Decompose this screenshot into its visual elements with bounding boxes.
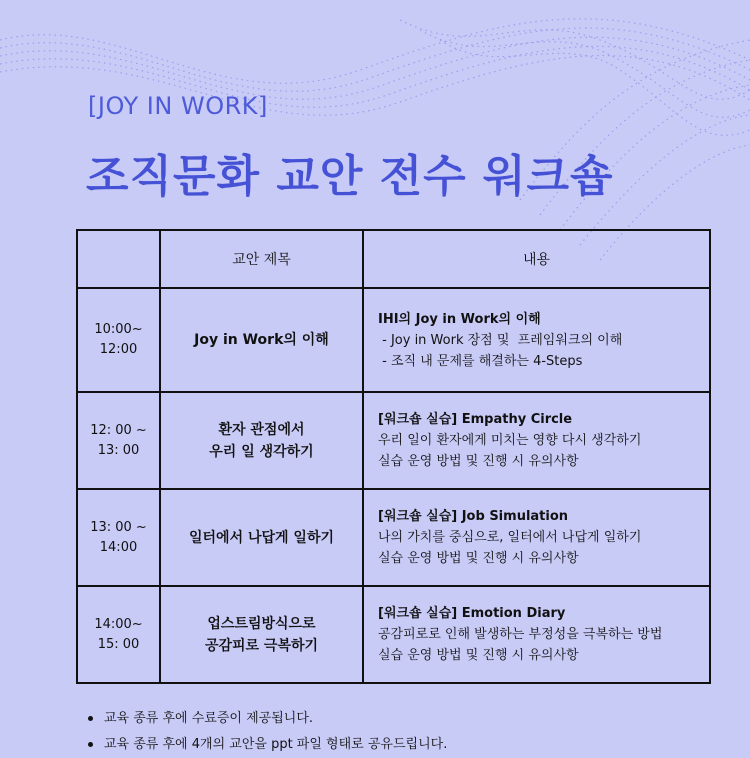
- time-end: 13: 00: [97, 442, 140, 458]
- topic-line: 일터에서 나답게 일하기: [189, 529, 334, 546]
- content-line: 공감피로로 인해 발생하는 부정성을 극복하는 방법: [378, 627, 663, 642]
- content-line: 실습 운영 방법 및 진행 시 유의사항: [378, 551, 579, 566]
- time-start: 14:00~: [94, 616, 143, 632]
- topic-line: 공감피로 극복하기: [204, 637, 319, 654]
- content-line: 나의 가치를 중심으로, 일터에서 나답게 일하기: [378, 530, 642, 545]
- content-cell: [363, 288, 710, 392]
- time-start: 12: 00 ~: [90, 422, 147, 438]
- content-line: - Joy in Work 장점 및 프레임워크의 이해: [378, 332, 623, 348]
- content-cell: [363, 489, 710, 586]
- content-heading: IHI의 Joy in Work의 이해: [378, 311, 541, 327]
- topic-cell: [160, 392, 363, 489]
- content-cell: [363, 586, 710, 683]
- time-cell: [77, 586, 160, 683]
- schedule-table: [76, 229, 711, 684]
- time-start: 13: 00 ~: [90, 519, 147, 535]
- time-end: 12:00: [99, 342, 138, 357]
- content-line: - 조직 내 문제를 해결하는 4-Steps: [378, 353, 583, 369]
- column-header-topic: 교안 제목: [160, 230, 363, 288]
- content-heading: [워크숍 실습] Job Simulation: [378, 509, 569, 524]
- column-header-time: [77, 230, 160, 288]
- column-header-content: 내용: [363, 230, 710, 288]
- table-row: [77, 288, 710, 392]
- topic-cell: [160, 288, 363, 392]
- topic-cell: [160, 586, 363, 683]
- topic-line: 환자 관점에서: [218, 421, 305, 438]
- table-row: [77, 392, 710, 489]
- topic-line: 업스트림방식으로: [207, 615, 316, 632]
- content-heading: [워크숍 실습] Empathy Circle: [378, 412, 573, 427]
- content-line: 우리 일이 환자에게 미치는 영향 다시 생각하기: [378, 433, 642, 448]
- time-cell: [77, 489, 160, 586]
- eyebrow-label: [JOY IN WORK]: [88, 92, 268, 120]
- topic-line: Joy in Work의 이해: [194, 332, 329, 348]
- content-line: 실습 운영 방법 및 진행 시 유의사항: [378, 454, 579, 469]
- time-end: 15: 00: [97, 636, 140, 652]
- page-title: 조직문화 교안 전수 워크숍: [86, 151, 614, 202]
- table-row: [77, 489, 710, 586]
- table-row: [77, 586, 710, 683]
- time-start: 10:00~: [94, 322, 143, 337]
- content-cell: [363, 392, 710, 489]
- note-item: 교육 종류 후에 4개의 교안을 ppt 파일 형태로 공유드립니다.: [86, 732, 447, 758]
- time-cell: [77, 288, 160, 392]
- notes-list: [86, 706, 447, 758]
- topic-cell: [160, 489, 363, 586]
- table-header-row: [77, 230, 710, 288]
- time-cell: [77, 392, 160, 489]
- topic-line: 우리 일 생각하기: [209, 443, 314, 460]
- content-line: 실습 운영 방법 및 진행 시 유의사항: [378, 648, 579, 663]
- content-heading: [워크숍 실습] Emotion Diary: [378, 606, 566, 621]
- note-item: 교육 종류 후에 수료증이 제공됩니다.: [86, 706, 447, 732]
- time-end: 14:00: [99, 539, 138, 555]
